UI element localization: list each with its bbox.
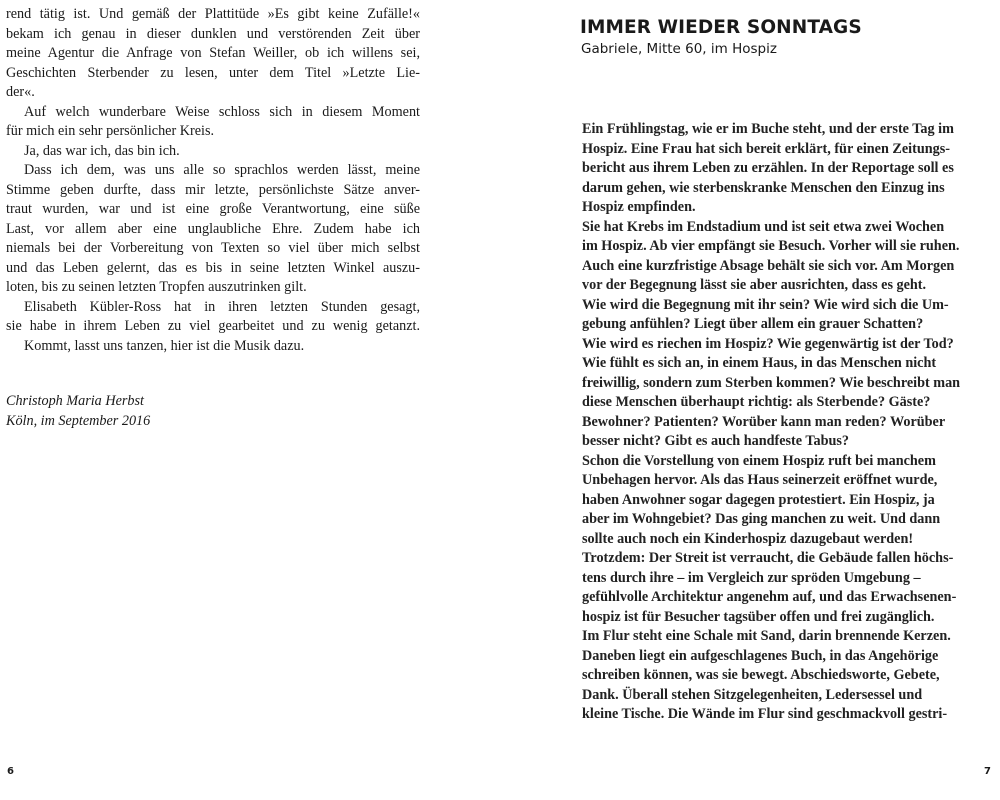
text-line: Ja, das war ich, das bin ich. [24,142,180,159]
chapter-subtitle: Gabriele, Mitte 60, im Hospiz [581,41,777,57]
text-line: tens durch ihre – im Vergleich zur spröden Umgebung – [582,569,921,586]
text-line: Auch eine kurzfristige Absage behält sie sich vor. Am Morgen [582,257,955,274]
author-signature [6,392,306,431]
text-line: für mich ein sehr persönlicher Kreis. [6,123,215,139]
text-line: Wie fühlt es sich an, in einem Haus, in das Menschen nicht [582,355,937,371]
signature-place-date: Köln, im September 2016 [6,412,151,429]
text-line: Stimme geben durfte, dass mir letzte, persönlichste Sätze anver- [6,181,420,198]
text-line: Bewohner? Patienten? Worüber kann man reden? Worüber [582,413,946,430]
text-line: Geschichten Sterbender zu lesen, unter dem Titel »Letzte Lie- [6,64,420,81]
text-line: Daneben liegt ein aufgeschlagenes Buch, in das Angehörige [582,647,939,664]
text-line: Dass ich dem, was uns alle so sprachlos werden lässt, meine [24,162,420,178]
text-line: Elisabeth Kübler-Ross hat in ihren letzten Stunden gesagt, [24,298,420,315]
text-line: kleine Tische. Die Wände im Flur sind geschmackvoll gestri- [582,706,948,722]
text-line: Auf welch wunderbare Weise schloss sich in diesem Moment [24,103,420,120]
text-line: hospiz ist für Besucher tagsüber offen und frei zugänglich. [582,608,935,625]
text-line: besser nicht? Gibt es auch handfeste Tabus? [582,433,849,449]
text-line: Dank. Überall stehen Sitzgelegenheiten, Ledersessel und [582,686,923,703]
text-line: sollte auch noch ein Kinderhospiz dazugebaut werden! [582,530,914,547]
text-line: Sie hat Krebs im Endstadium und ist seit etwa zwei Wochen [582,218,945,235]
text-line: bericht aus ihrem Leben zu erzählen. In der Reportage soll es [582,160,954,176]
text-line: vor der Begegnung lässt sie aber ausrichten, dass es geht. [582,277,927,293]
text-line: sie habe in ihrem Leben zu viel gearbeitet und zu wenig getanzt. [6,318,420,334]
text-line: Trotzdem: Der Streit ist verraucht, die Gebäude fallen höchs- [582,550,954,566]
text-line: Im Flur steht eine Schale mit Sand, darin brennende Kerzen. [582,628,951,644]
text-line: im Hospiz. Ab vier empfängt sie Besuch. Vorher will sie ruhen. [582,238,960,254]
text-line: Unbehagen hervor. Als das Haus seinerzeit eröffnet wurde, [582,472,938,488]
text-line: Ein Frühlingstag, wie er im Buche steht, und der erste Tag im [582,121,954,137]
text-line: haben Anwohner sogar dagegen protestiert. Ein Hospiz, ja [582,491,935,508]
text-line: Hospiz empfinden. [582,199,696,215]
text-line: Wie wird es riechen im Hospiz? Wie gegenwärtig ist der Tod? [582,335,954,352]
text-line: gefühlvolle Architektur angenehm auf, und das Erwachsenen- [582,589,957,605]
page-number-left: 6 [7,766,14,777]
text-line: schreiben können, was sie bewegt. Abschiedsworte, Gebete, [582,667,940,683]
text-line: darum gehen, wie sterbenskranke Menschen den Einzug ins [582,179,945,196]
text-line: Kommt, lasst uns tanzen, hier ist die Musik dazu. [24,337,305,354]
text-line: rend tätig ist. Und gemäß der Plattitüde »Es gibt keine Zufälle!« [6,6,420,22]
text-line: meine Agentur die Anfrage von Stefan Weiller, ob ich willens sei, [6,45,420,61]
text-line: Hospiz. Eine Frau hat sich bereit erklärt, für einen Zeitungs- [582,140,950,157]
chapter-title: IMMER WIEDER SONNTAGS [580,17,862,38]
text-line: bekam ich genau in dieser dunklen und verstörenden Zeit über [6,25,420,42]
signature-name: Christoph Maria Herbst [6,393,144,409]
text-line: loten, bis zu seinen letzten Tropfen auszutrinken gilt. [6,279,307,295]
left-body-text [6,5,420,356]
text-line: niemals bei der Vorbereitung von Texten so viel über mich selbst [6,240,420,256]
right-page [500,0,1000,800]
page-number-right: 7 [984,766,991,777]
text-line: aber im Wohngebiet? Das ging manchen zu weit. Und dann [582,511,941,527]
text-line: der«. [6,84,35,100]
text-line: Wie wird die Begegnung mit ihr sein? Wie wird sich die Um- [582,296,949,313]
text-line: Schon die Vorstellung von einem Hospiz ruft bei manchem [582,452,936,469]
text-line: diese Menschen überhaupt richtig: als Sterbende? Gäste? [582,394,931,410]
text-line: freiwillig, sondern zum Sterben kommen? Wie beschreibt man [582,374,961,391]
text-line: gebung anfühlen? Liegt über allem ein grauer Schatten? [582,316,924,332]
text-line: und das Leben gelernt, das es bis in seine letzten Winkel auszu- [6,259,420,276]
text-line: Last, vor allem aber eine unglaubliche Ehre. Zudem habe ich [6,220,420,237]
right-body-text [582,120,970,725]
text-line: traut wurden, war und ist eine große Verantwortung, eine süße [6,201,420,217]
